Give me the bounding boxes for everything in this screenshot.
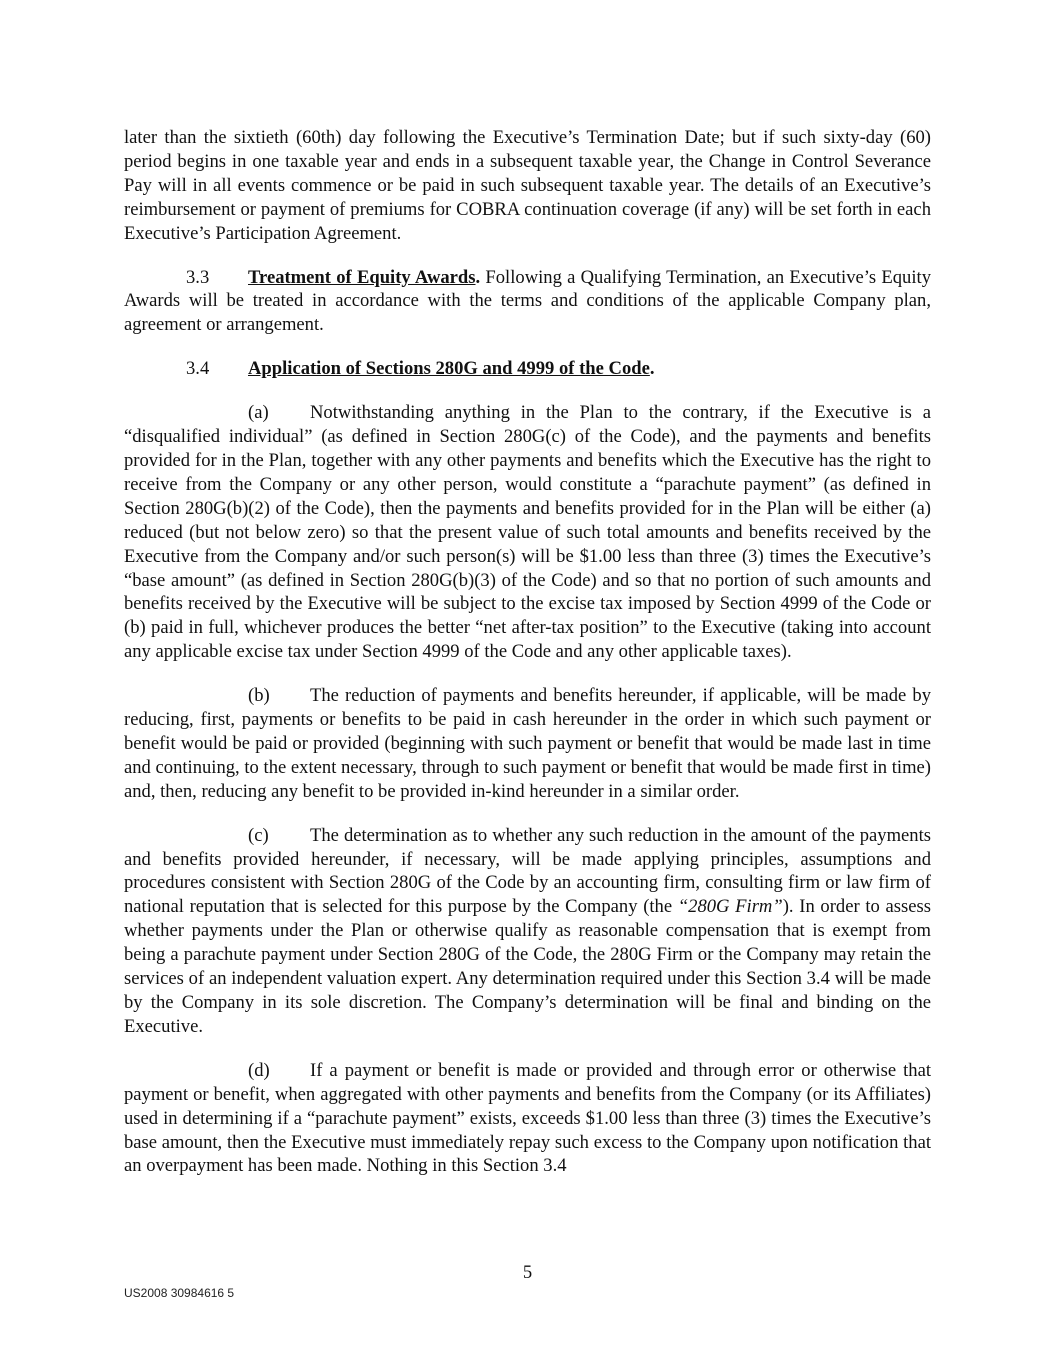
page-number: 5 — [522, 1262, 533, 1283]
section-heading: Treatment of Equity Awards — [248, 266, 476, 288]
subsection-text: Notwithstanding anything in the Plan to the contrary, if the Executive is a “disqualified individual” (as defined in Section 280G(c) of the Code), and the payments and benefits provided for in the Plan, together with any other payments and benefits which the Executive has the right to receive from the Company or any other person, would constitute a “parachute payment” (as defined in Section 280G(b)(2) of the Code), then the payments and benefits provided for in the Plan will be either (a) reduced (but not below zero) so that the present value of such total amounts and benefits received by the Executive from the Company and/or such person(s) will be $1.00 less than three (3) times the Executive’s “base amount” (as defined in Section 280G(b)(3) of the Code) and so that no portion of such amounts and benefits received by the Executive will be subject to the excise tax imposed by Section 4999 of the Code or (b) paid in full, whichever produces the better “net after-tax position” to the Executive (taking into account any applicable excise tax under Section 4999 of the Code and any other applicable taxes). — [124, 402, 931, 663]
defined-term: “280G Firm” — [677, 896, 783, 918]
subsection-a — [124, 401, 931, 664]
section-3-3: 3.3 Treatment of Equity Awards. Following a Qualifying Termination, an Executive’s Equity Awards will be treated in accordance with the terms and conditions of the applicable Company plan, agreement or arrangement. — [124, 266, 931, 336]
subsection-c — [124, 824, 931, 1039]
subsection-label: (b) — [248, 685, 270, 707]
subsection-b — [124, 684, 931, 804]
subsection-d — [124, 1059, 931, 1179]
subsection-label: (a) — [248, 402, 269, 424]
section-text: Following a Qualifying Termination, an Executive’s Equity Awards will be treated in accordance with the terms and conditions of the applicable Company plan, agreement or arrangement. — [124, 266, 931, 336]
subsection-label: (c) — [248, 824, 269, 846]
document-page — [124, 126, 931, 1198]
section-number: 3.3 — [186, 266, 210, 288]
section-heading: Application of Sections 280G and 4999 of the Code — [248, 358, 650, 380]
subsection-text: The reduction of payments and benefits hereunder, if applicable, will be made by reducing, first, payments or benefits to be paid in cash hereunder in the order in which such payment or benefit would be paid or provided (beginning with such payment or benefit that would be made last in time and continuing, to the extent necessary, through to such payment or benefit that would be made first in time) and, then, reducing any benefit to be provided in-kind hereunder in a similar order. — [124, 685, 931, 802]
subsection-text-cont: ). In order to assess whether payments under the Plan or otherwise qualify as reasonable compensation that is exempt from being a parachute payment under Section 280G of the Code, the 280G Firm or the Company may retain the services of an independent valuation expert. Any determination required under this Section 3.4 will be made by the Company in its sole discretion. The Company’s determination will be final and binding on the Executive. — [124, 896, 931, 1037]
subsection-text: The determination as to whether any such reduction in the amount of the payments and benefits provided hereunder, if necessary, will be made applying principles, assumptions and procedures consistent with Section 280G of the Code by an accounting firm, consulting firm or law firm of national reputation that is selected for this purpose by the Company (the — [124, 824, 931, 918]
section-3-4: 3.4 Application of Sections 280G and 4999 of the Code. — [186, 358, 655, 380]
document-id: US2008 30984616 5 — [124, 1286, 235, 1300]
subsection-text: If a payment or benefit is made or provided and through error or otherwise that payment or benefit, when aggregated with other payments and benefits from the Company (or its Affiliates) used in determining if a “parachute payment” exists, exceeds $1.00 less than three (3) times the Executive’s base amount, then the Executive must immediately repay such excess to the Company upon notification that an overpayment has been made. Nothing in this Section 3.4 — [124, 1059, 931, 1177]
section-number: 3.4 — [186, 358, 210, 380]
subsection-label: (d) — [248, 1059, 270, 1081]
paragraph-continuation: later than the sixtieth (60th) day following the Executive’s Termination Date; but if such sixty-day (60) period begins in one taxable year and ends in a subsequent taxable year, the Change in Control Severance Pay will in all events commence or be paid in such subsequent taxable year. The details of an Executive’s reimbursement or payment of premiums for COBRA continuation coverage (if any) will be set forth in each Executive’s Participation Agreement. — [124, 127, 931, 244]
